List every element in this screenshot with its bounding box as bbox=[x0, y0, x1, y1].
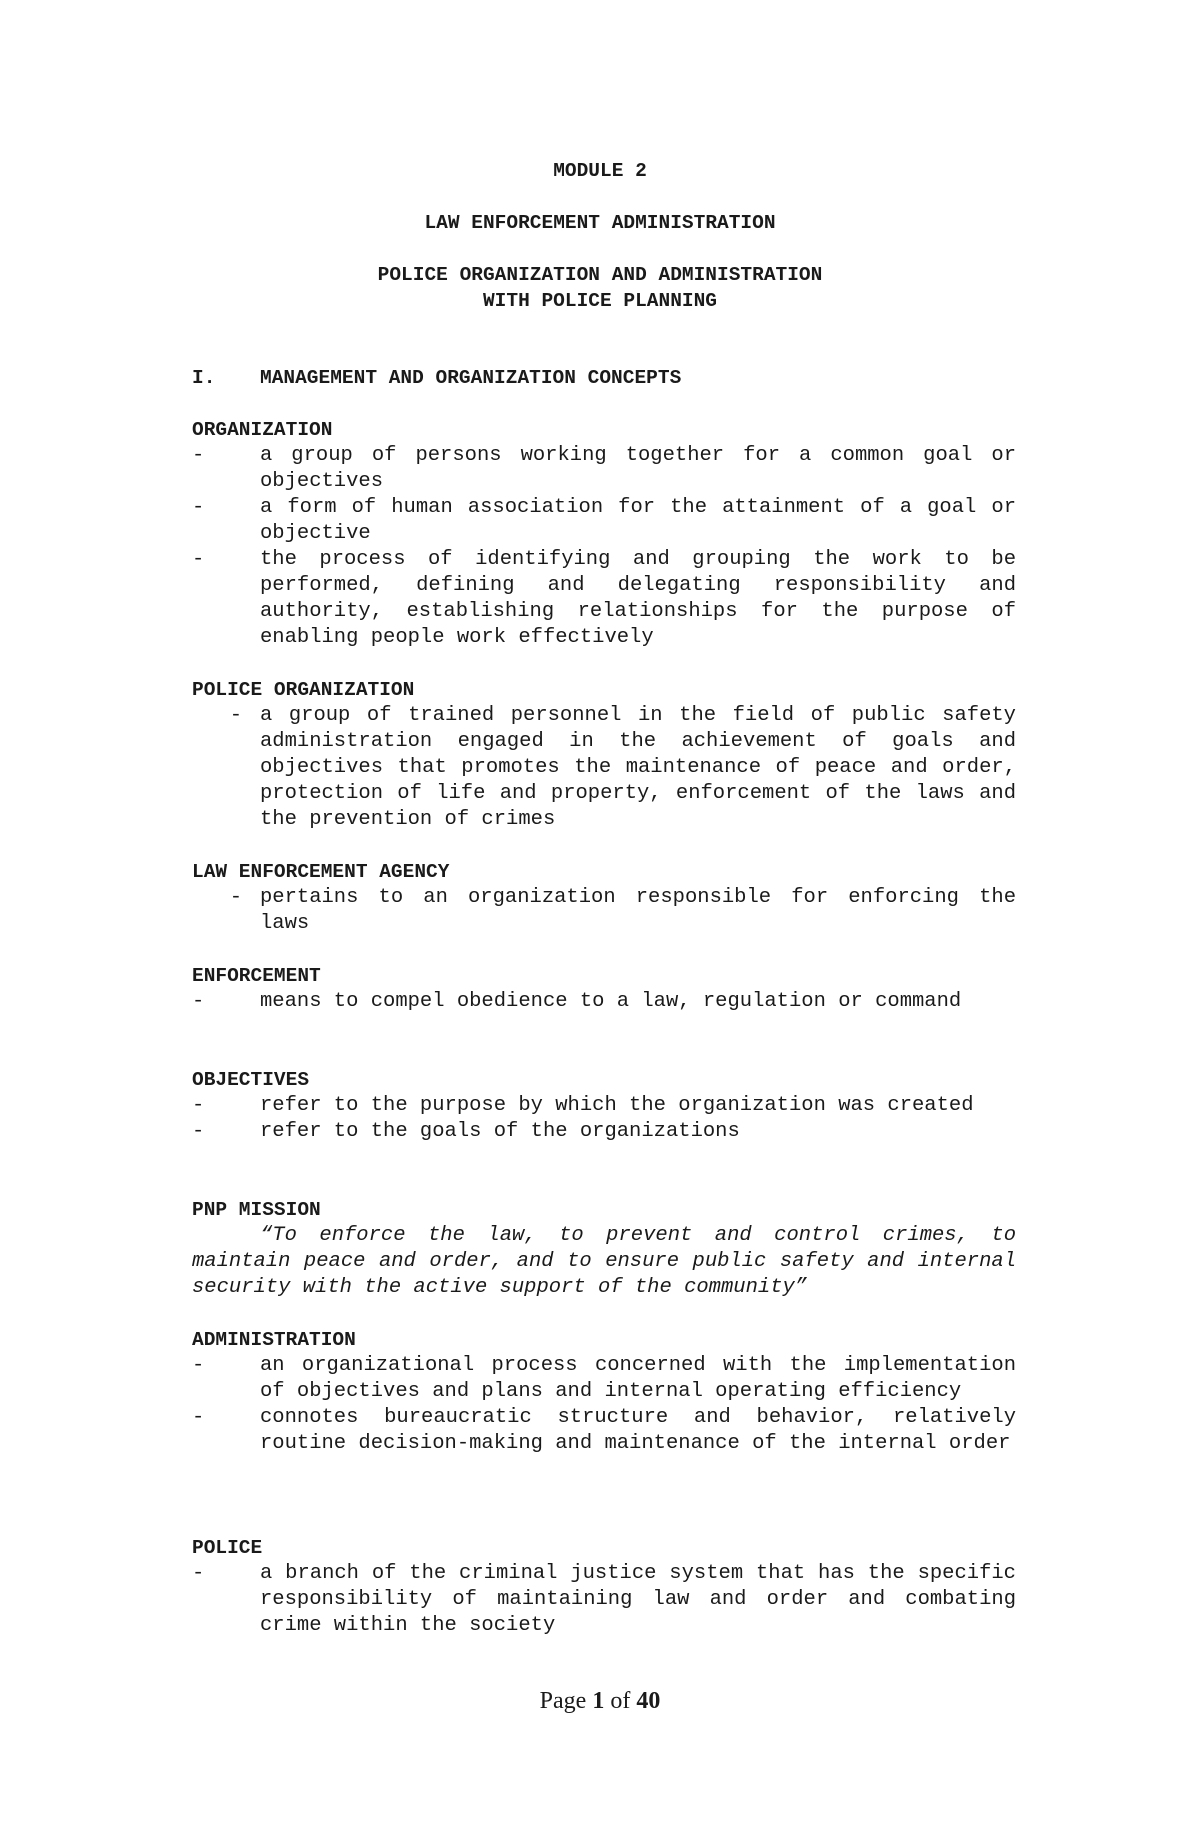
term-heading: LAW ENFORCEMENT AGENCY bbox=[192, 861, 450, 883]
definition-item bbox=[192, 1405, 1016, 1457]
definition-item bbox=[192, 1353, 1016, 1405]
course-title bbox=[0, 262, 1200, 314]
bullet-dash: - bbox=[192, 1120, 205, 1143]
course-title-line-1: POLICE ORGANIZATION AND ADMINISTRATION bbox=[377, 264, 823, 286]
definition-enforcement bbox=[192, 963, 1016, 1015]
definition-item bbox=[192, 703, 1016, 833]
of-word: of bbox=[610, 1688, 631, 1714]
bullet-dash: - bbox=[192, 444, 205, 467]
definition-objectives bbox=[192, 1067, 1016, 1145]
definition-item bbox=[192, 885, 1016, 937]
bullet-dash: - bbox=[192, 1094, 205, 1117]
page-word: Page bbox=[539, 1688, 587, 1714]
definition-item bbox=[192, 1561, 1016, 1639]
term-heading: POLICE ORGANIZATION bbox=[192, 679, 415, 701]
section-heading bbox=[192, 365, 681, 391]
definition-text: connotes bureaucratic structure and behavior, relatively routine decision-making and maintenance of the internal order bbox=[260, 1406, 1016, 1455]
term-heading: PNP MISSION bbox=[192, 1199, 321, 1221]
definition-text: a form of human association for the attainment of a goal or objective bbox=[260, 496, 1016, 545]
subject-heading: LAW ENFORCEMENT ADMINISTRATION bbox=[424, 212, 776, 234]
page-number: 1 bbox=[592, 1688, 605, 1714]
definition-item bbox=[192, 547, 1016, 651]
bullet-dash bbox=[192, 703, 260, 833]
definition-item bbox=[192, 989, 1016, 1015]
definition-item bbox=[192, 495, 1016, 547]
definition-administration bbox=[192, 1327, 1016, 1457]
definition-text: the process of identifying and grouping the work to be performed, defining and delegating responsibility and authority, establishing relationships for the purpose of enabling people work effectively bbox=[260, 548, 1016, 649]
section-title: MANAGEMENT AND ORGANIZATION CONCEPTS bbox=[260, 367, 682, 389]
mission-statement: “To enforce the law, to prevent and control crimes, to maintain peace and order, and to ensure public safety and internal security with the active support of the community” bbox=[192, 1224, 1016, 1299]
term-heading: OBJECTIVES bbox=[192, 1069, 310, 1091]
definition-text: refer to the purpose by which the organization was created bbox=[260, 1094, 974, 1117]
bullet-dash: - bbox=[192, 548, 205, 571]
definition-police bbox=[192, 1535, 1016, 1639]
definition-text: a branch of the criminal justice system that has the specific responsibility of maintaining law and order and combating crime within the society bbox=[260, 1562, 1016, 1637]
bullet-dash: - bbox=[192, 496, 205, 519]
definition-pnp-mission bbox=[192, 1197, 1016, 1301]
definition-item bbox=[192, 1093, 1016, 1119]
definition-text: a group of trained personnel in the field of public safety administration engaged in the achievement of goals and objectives that promotes the maintenance of peace and order, protection of life and property, enforcement of the laws and the prevention of crimes bbox=[260, 704, 1016, 831]
definition-item bbox=[192, 443, 1016, 495]
definition-item bbox=[192, 1119, 1016, 1145]
definition-police-organization bbox=[192, 677, 1016, 833]
section-number: I. bbox=[192, 367, 216, 389]
term-heading: ENFORCEMENT bbox=[192, 965, 321, 987]
definition-text: an organizational process concerned with the implementation of objectives and plans and internal operating efficiency bbox=[260, 1354, 1016, 1403]
definition-text: a group of persons working together for a common goal or objectives bbox=[260, 444, 1016, 493]
module-heading: MODULE 2 bbox=[553, 160, 647, 182]
bullet-dash bbox=[192, 885, 260, 937]
definition-law-enforcement-agency bbox=[192, 859, 1016, 937]
bullet-dash: - bbox=[192, 990, 205, 1013]
term-heading: ORGANIZATION bbox=[192, 419, 333, 441]
bullet-dash-glyph: - bbox=[229, 704, 242, 727]
definition-text: refer to the goals of the organizations bbox=[260, 1120, 740, 1143]
bullet-dash: - bbox=[192, 1354, 205, 1377]
definition-organization bbox=[192, 417, 1016, 651]
total-pages: 40 bbox=[636, 1688, 661, 1714]
bullet-dash: - bbox=[192, 1406, 205, 1429]
page-footer bbox=[0, 1686, 1200, 1716]
bullet-dash-glyph: - bbox=[229, 886, 242, 909]
course-title-line-2: WITH POLICE PLANNING bbox=[482, 290, 718, 312]
definition-text: pertains to an organization responsible for enforcing the laws bbox=[260, 886, 1016, 935]
bullet-dash: - bbox=[192, 1562, 205, 1585]
definition-text: means to compel obedience to a law, regulation or command bbox=[260, 990, 962, 1013]
term-heading: ADMINISTRATION bbox=[192, 1329, 356, 1351]
term-heading: POLICE bbox=[192, 1537, 263, 1559]
